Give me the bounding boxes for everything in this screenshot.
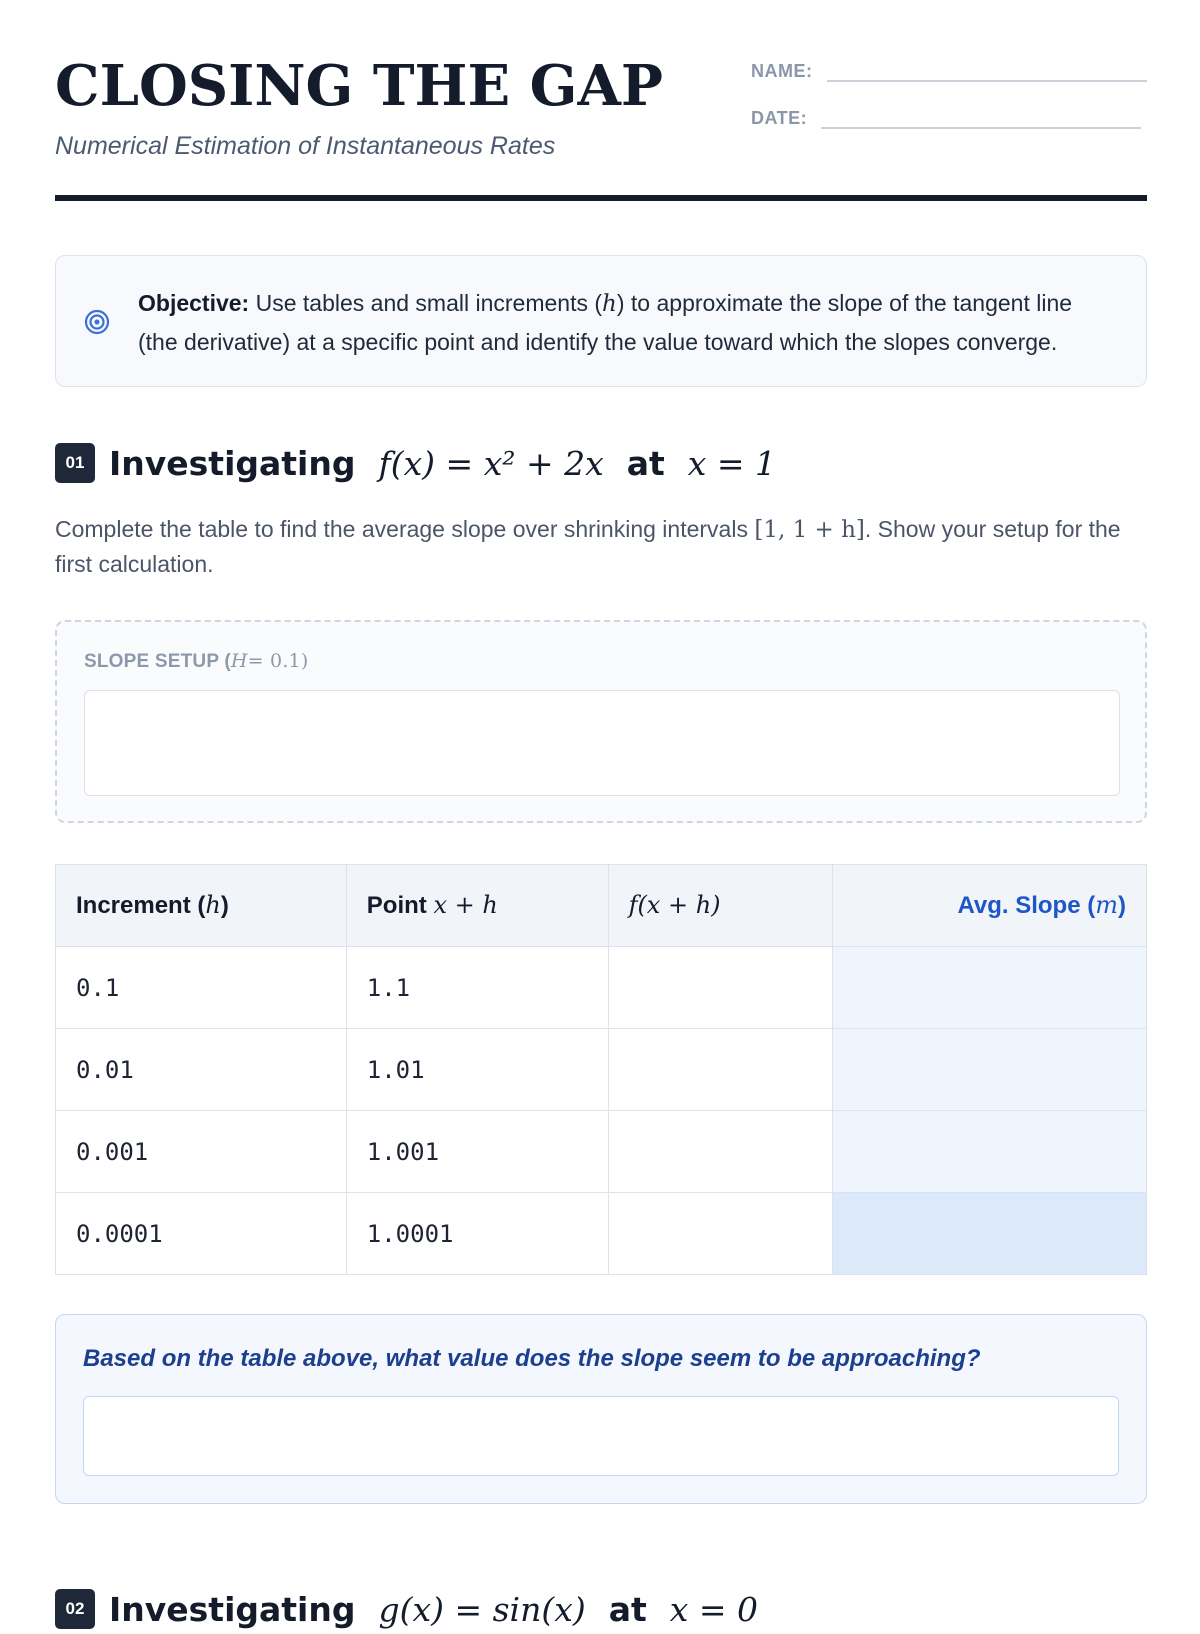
increment-cell: 0.1 [56, 947, 347, 1029]
section-function: g(x) = sin(x) [378, 1589, 586, 1629]
worksheet-page [55, 0, 1147, 1629]
slope-table [55, 864, 1147, 1275]
setup-var: H [230, 650, 248, 672]
worksheet-subtitle: Numerical Estimation of Instantaneous Rates [55, 132, 556, 160]
target-icon [84, 309, 110, 335]
fx-answer-cell[interactable] [608, 1111, 833, 1193]
section-function: f(x) = x² + 2x [378, 443, 604, 483]
worksheet-header [55, 52, 1147, 202]
name-line[interactable] [827, 62, 1147, 82]
objective-text-after: ) to approximate the slope of the tangent line (the derivative) at a specific point and identify the value toward which the slopes converge. [138, 290, 1073, 355]
objective-lead: Objective: [138, 290, 250, 316]
section-1-heading [55, 438, 776, 488]
section-title [109, 444, 776, 483]
increment-cell: 0.0001 [56, 1193, 347, 1275]
header-divider [55, 195, 1147, 201]
section-2-heading [55, 1584, 758, 1634]
increment-cell: 0.001 [56, 1111, 347, 1193]
objective-box [55, 255, 1147, 387]
avg-slope-header: Avg. Slope (m) [833, 865, 1147, 947]
section-number-badge: 02 [55, 1589, 95, 1629]
section-point: x = 1 [687, 443, 777, 483]
increment-header: Increment (h) [56, 865, 347, 947]
convergence-answer-input[interactable] [83, 1396, 1119, 1476]
convergence-question: Based on the table above, what value does the slope seem to be approaching? [83, 1345, 981, 1372]
name-label: NAME: [751, 61, 813, 81]
instructions-text [55, 512, 1147, 581]
slope-setup-input[interactable] [84, 690, 1120, 796]
date-field [751, 108, 1141, 129]
point-cell: 1.1 [346, 947, 608, 1029]
section-title [109, 1590, 758, 1629]
objective-text [138, 284, 1108, 361]
setup-label-text: SLOPE SETUP ( [84, 651, 231, 672]
convergence-question-box [55, 1314, 1147, 1504]
table-header-row [56, 865, 1147, 947]
increment-cell: 0.01 [56, 1029, 347, 1111]
section-title-word: Investigating [109, 443, 356, 483]
table-row [56, 1029, 1147, 1111]
date-line[interactable] [821, 109, 1141, 129]
table-row [56, 1111, 1147, 1193]
section-point: x = 0 [669, 1589, 758, 1629]
section-at: at [608, 1589, 647, 1629]
point-cell: 1.001 [346, 1111, 608, 1193]
instructions-before: Complete the table to find the average slope over shrinking intervals [55, 516, 755, 542]
date-label: DATE: [751, 108, 808, 128]
slope-setup-label [84, 650, 308, 673]
name-field [751, 61, 1147, 82]
instructions-after: . Show your setup for the first calculation. [55, 516, 1121, 577]
section-title-word: Investigating [109, 1589, 356, 1629]
objective-text-before: Use tables and small increments ( [249, 290, 603, 316]
fx-answer-cell[interactable] [608, 1193, 833, 1275]
slope-answer-cell[interactable] [833, 1193, 1147, 1275]
objective-var: h [602, 291, 617, 317]
slope-answer-cell[interactable] [833, 1029, 1147, 1111]
point-cell: 1.01 [346, 1029, 608, 1111]
setup-value: = 0.1) [247, 650, 309, 672]
interval-expression: [1, 1 + h] [754, 517, 865, 543]
table-row [56, 947, 1147, 1029]
slope-setup-box [55, 620, 1147, 823]
section-number-badge: 01 [55, 443, 95, 483]
table-row [56, 1193, 1147, 1275]
point-header: Point x + h [346, 865, 608, 947]
fx-answer-cell[interactable] [608, 1029, 833, 1111]
slope-answer-cell[interactable] [833, 1111, 1147, 1193]
fx-header: f(x + h) [608, 865, 833, 947]
worksheet-title: CLOSING THE GAP [55, 53, 664, 119]
fx-answer-cell[interactable] [608, 947, 833, 1029]
section-at: at [626, 443, 665, 483]
point-cell: 1.0001 [346, 1193, 608, 1275]
slope-answer-cell[interactable] [833, 947, 1147, 1029]
